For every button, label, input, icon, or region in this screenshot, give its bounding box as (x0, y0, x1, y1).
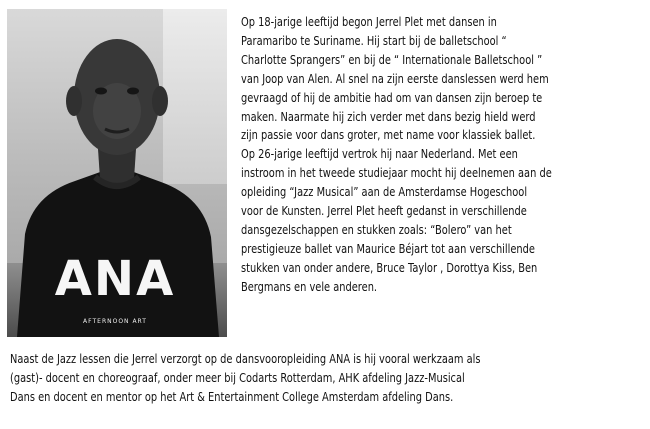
portrait-photo (7, 9, 227, 337)
bio-line: stukken van onder andere, Bruce Taylor , Dorottya Kiss, Ben (241, 260, 538, 275)
bio-line: Op 26-jarige leeftijd vertrok hij naar Nederland. Met een (241, 147, 518, 162)
bio-line: gevraagd of hij de ambitie had om van dansen zijn beroep te (241, 90, 543, 105)
bio-line: Paramaribo te Suriname. Hij start bij de balletschool “ (241, 33, 507, 48)
bio-line: zijn passie voor dans groter, met name voor klassiek ballet. (241, 128, 536, 143)
biography-paragraph-top (241, 13, 646, 297)
shirt-logo-text: ANA (54, 251, 176, 307)
biography-paragraph-bottom (10, 350, 633, 407)
bio-line: opleiding “Jazz Musical” aan de Amsterdamse Hogeschool (241, 185, 528, 200)
bio-line: dansgezelschappen en stukken zoals: “Bolero” van het (241, 222, 512, 237)
bio-line: prestigieuze ballet van Maurice Béjart tot aan verschillende (241, 241, 535, 256)
bio-line: van Joop van Alen. Al snel na zijn eerste danslessen werd hem (241, 71, 549, 86)
bio-line: Naast de Jazz lessen die Jerrel verzorgt op de dansvooropleiding ANA is hij vooral werkzaam als (10, 352, 481, 366)
bio-line: maken. Naarmate hij zich verder met dans bezig hield werd (241, 109, 536, 124)
bio-line: Charlotte Sprangers” en bij de “ Internationale Balletschool ” (241, 52, 543, 67)
bio-line: Op 18-jarige leeftijd begon Jerrel Plet met dansen in (241, 15, 497, 29)
shirt-subtitle-text: AFTERNOON ART (83, 318, 147, 325)
bio-line: Dans en docent en mentor op het Art & Entertainment College Amsterdam afdeling Dans. (10, 389, 454, 404)
bio-line: voor de Kunsten. Jerrel Plet heeft gedanst in verschillende (241, 204, 527, 219)
bio-line: Bergmans en vele anderen. (241, 279, 378, 294)
bio-line: (gast)- docent en choreograaf, onder meer bij Codarts Rotterdam, AHK afdeling Jazz-Musical (10, 370, 465, 385)
bio-line: instroom in het tweede studiejaar mocht hij deelnemen aan de (241, 166, 552, 181)
